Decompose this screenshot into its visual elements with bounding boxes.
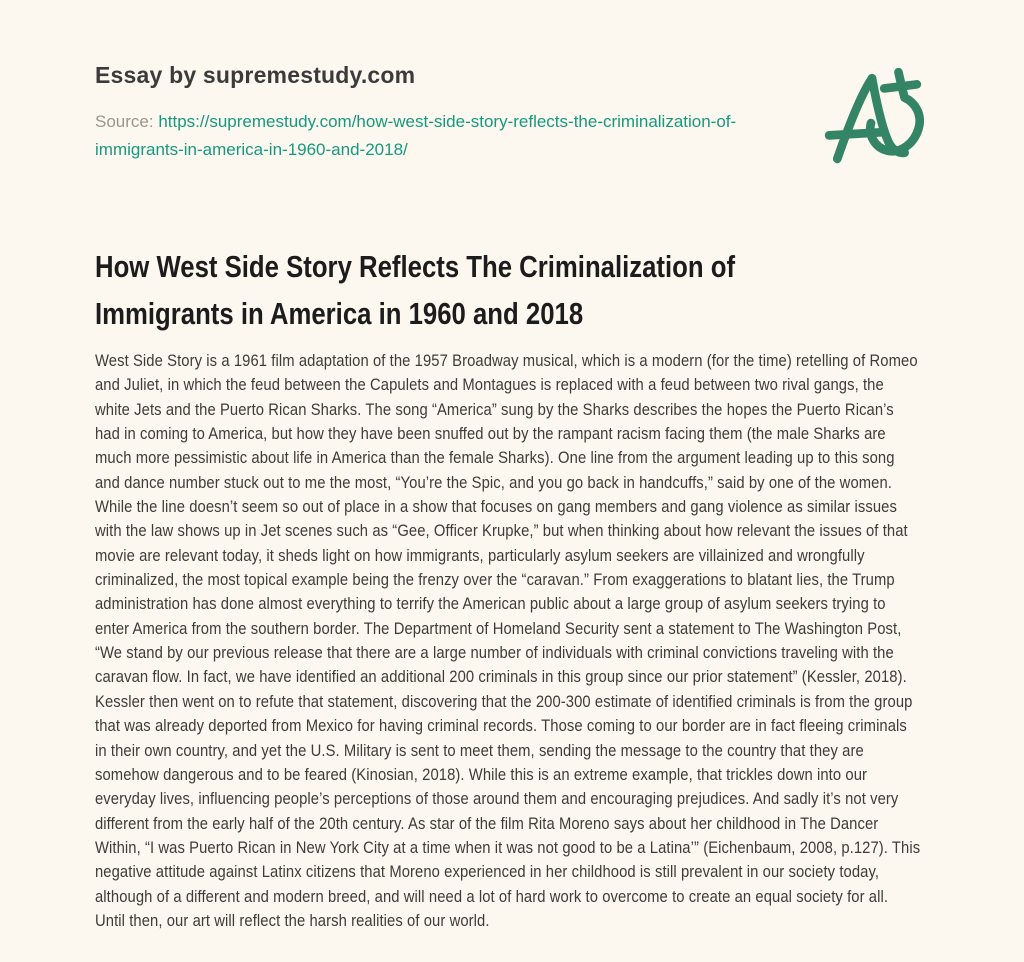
source-url-link[interactable] [95,112,736,159]
source-label: Source: [95,112,154,131]
a-plus-logo-icon [822,68,924,164]
source-url-line: immigrants-in-america-in-1960-and-2018/ [95,140,408,159]
supremestudy-logo [822,68,924,164]
source-url-line: https://supremestudy.com/how-west-side-story-reflects-the-criminalization-of- [158,112,737,131]
source-line [95,108,736,164]
essay-body-text: West Side Story is a 1961 film adaptation of the 1957 Broadway musical, which is a modern (for the time) retelling of Romeo and Juliet, in which the feud between the Capulets and Montagues is replaced with a feud between two rival gangs, the white Jets and the Puerto Rican Sharks. The song “America” sung by the Sharks describes the hopes the Puerto Rican’s had in coming to America, but how they have been snuffed out by the rampant racism facing them (the male Sharks are much more pessimistic about life in America than the female Sharks). One line from the argument leading up to this song and dance number stuck out to me the most, “You’re the Spic, and you go back in handcuffs,” said by one of the women. While the line doesn’t seem so out of place in a show that focuses on gang members and gang violence as similar issues with the law shows up in Jet scenes such as “Gee, Officer Krupke,” but when thinking about how relevant the issues of that movie are relevant today, it sheds light on how immigrants, particularly asylum seekers are villainized and wrongfully criminalized, the most topical example being the frenzy over the “caravan.” From exaggerations to blatant lies, the Trump administration has done almost everything to terrify the American public about a large group of asylum seekers trying to enter America from the southern border. The Department of Homeland Security sent a statement to The Washington Post, “We stand by our previous release that there are a large number of individuals with criminal convictions traveling with the caravan flow. In fact, we have identified an additional 200 criminals in this group since our prior statement” (Kessler, 2018). Kessler then went on to refute that statement, discovering that the 200-300 estimate of identified criminals is from the group that was already deported from Mexico for having criminal records. Those coming to our border are in fact fleeing criminals in their own country, and yet the U.S. Military is sent to meet them, sending the message to the country that they are somehow dangerous and to be feared (Kinosian, 2018). While this is an extreme example, that trickles down into our everyday lives, influencing people’s perceptions of those around them and encouraging prejudices. And sadly it’s not very different from the early half of the 20th century. As star of the film Rita Moreno says about her childhood in The Dancer Within, “I was Puerto Rican in New York City at a time when it was not good to be a Latina’” (Eichenbaum, 2008, p.127). This negative attitude against Latinx citizens that Moreno experienced in her childhood is still prevalent in our society today, although of a different and modern breed, and will need a lot of hard work to overcome to create an equal society for all. Until then, our art will reflect the harsh realities of our world. [95,351,921,930]
essay-title-line: Immigrants in America in 1960 and 2018 [95,296,584,331]
essay-title-line: How West Side Story Reflects The Criminalization of [95,249,736,284]
essay-title [95,243,735,337]
page-title: Essay by supremestudy.com [95,62,416,88]
